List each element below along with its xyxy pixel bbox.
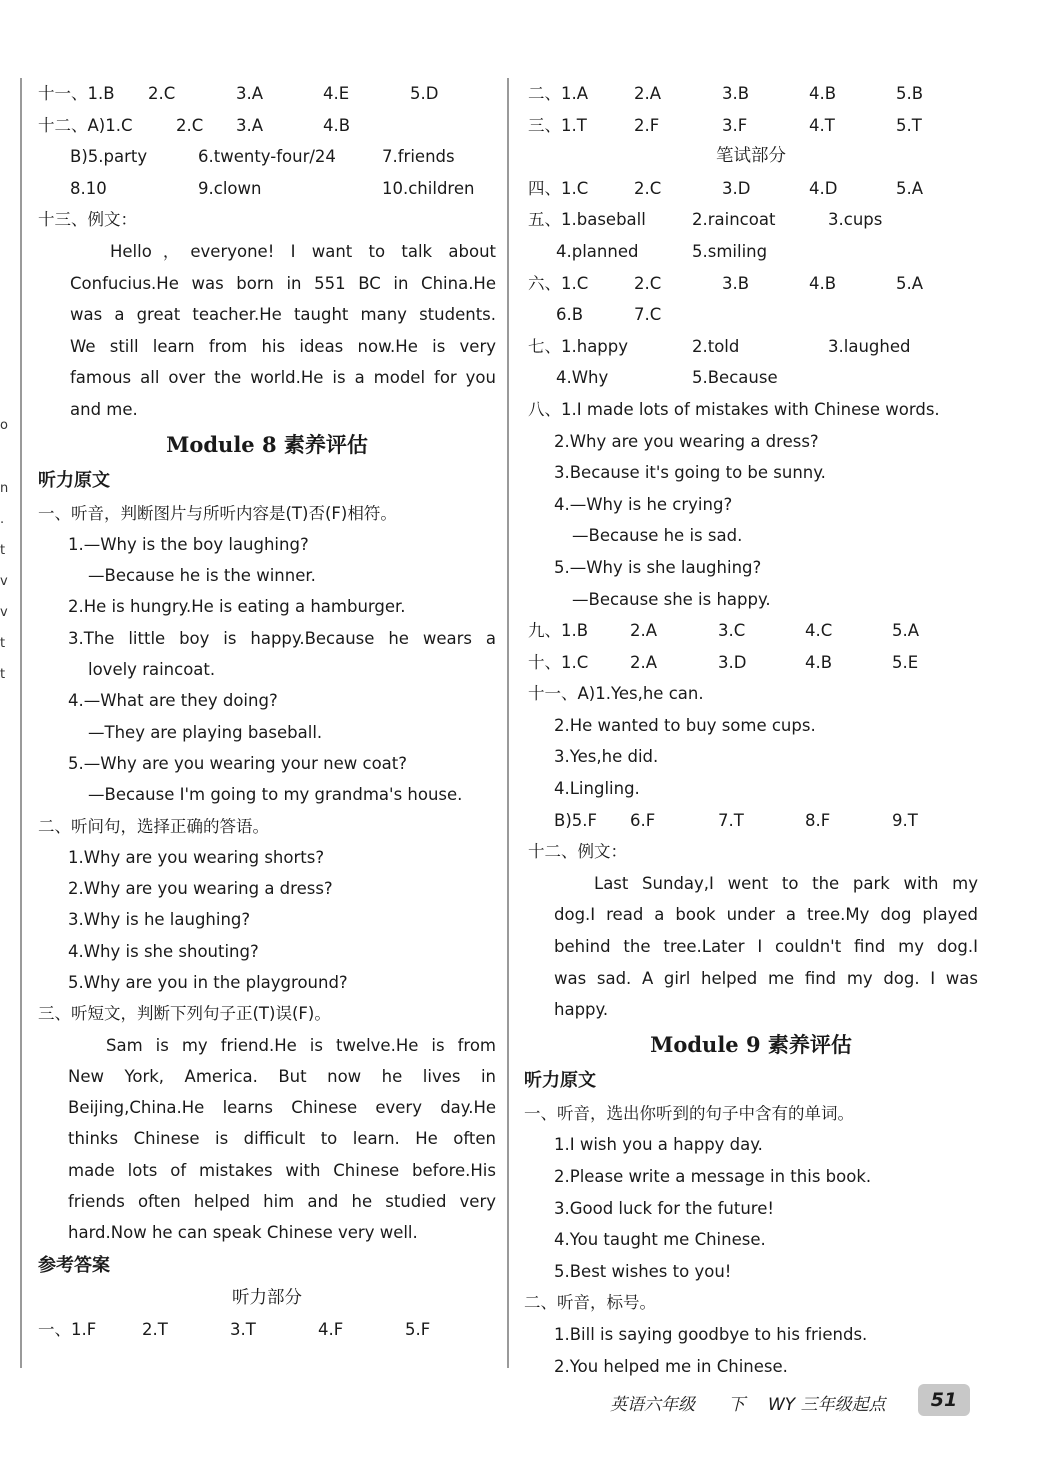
answer-line: 2.Why are you wearing a dress? <box>554 431 819 451</box>
essay-line: was a great teacher.He taught many students. <box>70 305 496 325</box>
footer-subject: 英语六年级 <box>610 1395 695 1415</box>
passage-line: hard.Now he can speak Chinese very well. <box>68 1223 418 1243</box>
edge-letter: . <box>0 512 5 527</box>
answer-row-9: 九、1.B 2.A 3.C 4.C 5.A <box>528 621 920 641</box>
essay-paragraph <box>38 236 496 426</box>
essay-line: dog.I read a book under a tree.My dog played <box>554 905 978 925</box>
answer-row-12a: 十二、A)1.C 2.C 3.A 4.B <box>38 115 351 135</box>
module-9-title: Module 9 素养评估 <box>650 1031 852 1057</box>
essay-line: Confucius.He was born in 551 BC in China.He <box>70 273 496 293</box>
essay-line: and me. <box>70 399 138 419</box>
passage-line: New York, America. But now he lives in <box>68 1066 496 1086</box>
edge-letter: t <box>0 636 6 651</box>
footer-term: 下 <box>728 1395 745 1415</box>
question-line: 3.Why is he laughing? <box>68 910 251 930</box>
listening-line: 4.You taught me Chinese. <box>554 1230 766 1250</box>
passage-line: Beijing,China.He learns Chinese every day.He <box>68 1098 496 1118</box>
listening-heading: 听力原文 <box>524 1069 596 1091</box>
section-label: 十二、例文： <box>528 842 627 862</box>
essay-paragraph <box>524 868 978 1026</box>
question-line: 2.Why are you wearing a dress? <box>68 879 333 899</box>
written-part-heading: 笔试部分 <box>716 146 786 167</box>
passage-line: Sam is my friend.He is twelve.He is from <box>106 1035 496 1055</box>
answer-row-10: 十、1.C 2.A 3.D 4.B 5.E <box>528 652 919 672</box>
answer-row-5b: 4.planned 5.smiling <box>556 241 768 261</box>
listening-line: 4.—What are they doing? <box>68 691 278 711</box>
page-number: 51 <box>918 1384 970 1416</box>
edge-letter: n <box>0 481 9 496</box>
column-divider <box>507 78 509 1368</box>
answer-row-3: 三、1.T 2.F 3.F 4.T 5.T <box>528 115 922 135</box>
left-margin-rule <box>20 78 22 1368</box>
question-line: 5.Why are you in the playground? <box>68 972 348 992</box>
listening-line: 5.Best wishes to you! <box>554 1261 732 1281</box>
listening-line: 3.Good luck for the future! <box>554 1198 774 1218</box>
passage-line: made lots of mistakes with Chinese before.His <box>68 1160 496 1180</box>
passage-line: thinks Chinese is difficult to learn. He often <box>68 1129 496 1149</box>
listening-line: 1.I wish you a happy day. <box>554 1135 763 1155</box>
answer-row-11: 十一、1.B 2.C 3.A 4.E 5.D <box>38 84 439 103</box>
listening-line: 2.He is hungry.He is eating a hamburger. <box>68 597 406 617</box>
answer-row-7a: 七、1.happy 2.told 3.laughed <box>528 336 911 356</box>
essay-line: Last Sunday,I went to the park with my <box>594 873 978 893</box>
footer-edition: WY 三年级起点 <box>768 1395 886 1415</box>
answer-line: 4.—Why is he crying? <box>554 494 733 514</box>
answer-row-5a: 五、1.baseball 2.raincoat 3.cups <box>528 210 883 230</box>
question-line: 1.Why are you wearing shorts? <box>68 847 325 867</box>
listening-line: 3.The little boy is happy.Because he wears a <box>68 628 496 648</box>
answer-row-11b: B)5.F 6.F 7.T 8.F 9.T <box>554 810 918 830</box>
page-footer <box>610 1384 980 1418</box>
section-title: 一、听音，选出你听到的句子中含有的单词。 <box>524 1103 854 1123</box>
listening-passage <box>38 1030 496 1249</box>
listening-line: 2.You helped me in Chinese. <box>554 1356 788 1376</box>
answer-line: —Because she is happy. <box>572 589 771 609</box>
answer-row-4: 四、1.C 2.C 3.D 4.D 5.A <box>528 178 924 198</box>
answer-line: 3.Yes,he did. <box>554 747 659 767</box>
answer-row-6a: 六、1.C 2.C 3.B 4.B 5.A <box>528 273 924 293</box>
section-title: 二、听音，标号。 <box>524 1293 656 1313</box>
answer-line: 4.Lingling. <box>554 779 640 799</box>
edge-letter: v <box>0 605 8 620</box>
edge-letter: t <box>0 667 6 682</box>
essay-line: We still learn from his ideas now.He is very <box>70 336 496 356</box>
listening-heading: 听力原文 <box>38 469 110 491</box>
listening-line: lovely raincoat. <box>88 660 216 680</box>
answer-line: —Because he is sad. <box>572 526 743 546</box>
question-line: 4.Why is she shouting? <box>68 941 259 961</box>
answer-row-2: 二、1.A 2.A 3.B 4.B 5.B <box>528 84 924 103</box>
essay-line: Hello，everyone! I want to talk about <box>110 241 496 261</box>
listening-part-heading: 听力部分 <box>232 1287 302 1308</box>
edge-letter: t <box>0 543 6 558</box>
section-label: 十三、例文： <box>38 210 137 230</box>
module-8-title: Module 8 素养评估 <box>166 431 368 457</box>
answer-row-1: 一、1.F 2.T 3.T 4.F 5.F <box>38 1320 431 1340</box>
answer-line: 3.Because it's going to be sunny. <box>554 463 826 483</box>
answer-row-12b: B)5.party 6.twenty-four/24 7.friends <box>70 147 455 167</box>
answer-row-7b: 4.Why 5.Because <box>556 368 778 388</box>
listening-line: —Because he is the winner. <box>88 566 316 586</box>
section-title: 一、听音，判断图片与所听内容是(T)否(F)相符。 <box>38 503 397 523</box>
answer-line: 2.He wanted to buy some cups. <box>554 715 816 735</box>
answer-line: 十一、A)1.Yes,he can. <box>528 684 704 704</box>
listening-line: —They are playing baseball. <box>88 722 323 742</box>
answer-line: 5.—Why is she laughing? <box>554 557 762 577</box>
listening-line: 2.Please write a message in this book. <box>554 1167 872 1186</box>
essay-line: was sad. A girl helped me find my dog. I was <box>554 968 978 988</box>
left-column <box>38 78 496 1346</box>
listening-line: —Because I'm going to my grandma's house. <box>88 785 463 805</box>
passage-line: friends often helped him and he studied very <box>68 1192 496 1212</box>
section-title: 二、听问句，选择正确的答语。 <box>38 816 269 836</box>
edge-letter: v <box>0 574 8 589</box>
essay-line: behind the tree.Later I couldn't find my dog.I <box>554 937 978 957</box>
listening-line: 1.—Why is the boy laughing? <box>68 534 309 554</box>
essay-line: famous all over the world.He is a model for you <box>70 368 496 388</box>
listening-line: 1.Bill is saying goodbye to his friends. <box>554 1324 868 1344</box>
section-title: 三、听短文，判断下列句子正(T)误(F)。 <box>38 1004 331 1024</box>
answer-row-12c: 8.10 9.clown 10.children <box>70 178 475 198</box>
listening-line: 5.—Why are you wearing your new coat? <box>68 753 408 773</box>
edge-letter: o <box>0 418 8 433</box>
answer-row-6b: 6.B 7.C <box>556 305 662 325</box>
answer-line: 八、1.I made lots of mistakes with Chinese words. <box>528 399 940 419</box>
essay-line: happy. <box>554 1000 609 1020</box>
right-column <box>524 78 978 1382</box>
answer-key-heading: 参考答案 <box>38 1254 110 1276</box>
